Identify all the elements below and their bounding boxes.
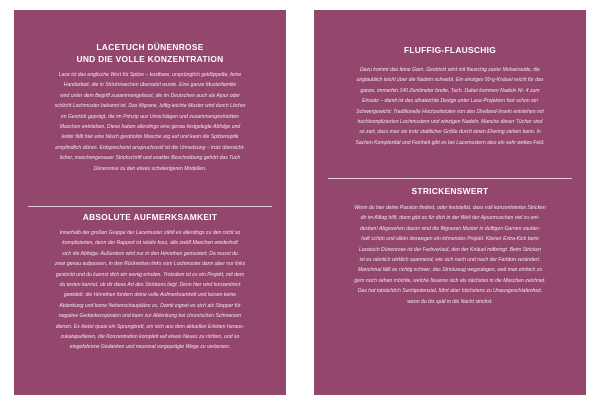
text-line: haft schön und allein deswegen ein lohnendes Projekt. Kleiner Extra-Kick beim [361, 236, 539, 243]
text-line: hochkomplizierten Lochmustern und winzigen Nadeln. Manche dieser Tücher sind [357, 119, 543, 126]
text-line: du testen kannst, ob dir diese Art des Strickens liegt. Denn hier wird konzentriert [59, 282, 241, 289]
text-line: Sachen Komplexität und Feinheit gibt es bei Lacemustern also ein sehr weites Feld. [355, 139, 545, 146]
heading-line: LACETUCH DÜNENROSE [96, 42, 204, 52]
text-line: Manchmal fällt es richtig schwer, das Strickzeug wegzulegen, weil man einfach zu [357, 267, 543, 274]
section-divider [328, 178, 572, 179]
section-divider [28, 206, 272, 207]
text-line: Maschen entstehen. Diese haben allerdings eine genau festgelegte Abfolge und [59, 124, 241, 131]
text-line: gestrickt und du kannst dich ein wenig erholen. Trotzdem ist es ein Projekt, mit dem [55, 271, 245, 278]
text-line: so zart, dass man sie trotz stattlicher Größe durch einen Ehering ziehen kann. In [359, 129, 541, 136]
text-line: ganze, immerhin 140 Zentimeter breite, Tuch. Dabei kommen Nadeln Nr. 4 zum [360, 87, 540, 94]
heading-line: ABSOLUTE AUFMERKSAMKEIT [82, 212, 218, 222]
section-body-strickenswert [320, 203, 580, 307]
text-line: Schwergewicht: Traditionelle Hochzeitstolen von den Shetland-Inseln entstehen mit [356, 108, 544, 115]
text-line: wird unter dem Begriff zusammengefasst, die im Deutschen auch als Ajour oder [60, 92, 240, 99]
text-line: Das hat tatsächlich Suchtpotenzial, führt aber höchstens zu Unausgeschlafenheit, [357, 288, 543, 295]
text-line: Innerhalb der großen Gruppe der Lacemuster zählt es allerdings zu den nicht so [59, 230, 241, 236]
section-body-fluffig [320, 65, 580, 148]
text-line: im Gestrick geprägt, die im Prinzip aus Umschlägen und zusammengestrickten [61, 113, 239, 120]
text-line: zukatapultieren, die Konzentration komplett auf etwas Neues zu richten, und so [60, 334, 240, 341]
text-line: schlicht Lochmuster bekannt ist. Das filigrane, luftig-leichte Muster wird durch Löcher [54, 103, 246, 110]
section-body-aufmerksamkeit [20, 228, 280, 353]
text-line: eingefahrene Gedanken und neuronal vorgeprägte Wege zu verlassen. [69, 344, 231, 351]
section-body-lacetuch [20, 70, 280, 174]
section-heading-strickenswert [314, 186, 586, 197]
text-line: ist es nämlich wirklich spannend, wie sich nach und nach der Farbton verändert. [359, 257, 541, 264]
text-line: Dünenrose zu den etwas schwierigeren Modellen. [93, 165, 207, 172]
text-line: negative Gedankenspiralen und kann zur Ablenkung bei chronischen Schmerzen [58, 313, 242, 320]
text-line: decken! Abgesehen davon sind die filigranen Muster in duftigen Garnen zauber- [359, 225, 541, 232]
text-line: unglaublich leicht über die Nadeln schwebt. Ein einziges 50-g-Knäuel reicht für das [356, 77, 544, 84]
text-line: licher, maschengenauer Strickschrift und exakter Beschreibung gehört das Tuch [59, 155, 241, 162]
text-line: zwar genau aufpassen, in den Rückreihen links vom Lochmuster dann aber nur links [54, 261, 246, 268]
section-heading-fluffig [314, 45, 586, 56]
heading-line: UND DIE VOLLE KONZENTRATION [76, 53, 224, 64]
text-line: komplizierten, denn der Rapport ist relativ kurz, alle zwölf Maschen wiederholt [62, 240, 238, 247]
text-line: wenn du bis spät in die Nacht strickst. [407, 298, 493, 305]
text-line: gewidelt, die Hinreihen fordern deine volle Aufmerksamkeit und lassen keine [63, 292, 237, 299]
heading-line: FLUFFIG-FLAUSCHIG [403, 45, 497, 55]
text-line: Handarbeit, die in Strickmaschen übersetzt wurde. Eine ganze Musterfamilie [63, 82, 237, 89]
section-heading-lacetuch [14, 42, 286, 65]
text-line: Dazu kommt das feine Garn. Gestrickt wird mit flauschig zarter Mohairseide, die [359, 67, 541, 73]
text-line: Lace ist das englische Wort für Spitze – kostbare, ursprünglich geklöppelte, feine [58, 72, 242, 78]
text-line: dienen. Es bietet quasi ein Sprungbrett, um sich aus dem aktuellen Erleben heraus- [55, 323, 245, 330]
text-line: dir im Alltag hilft, dann gibt es für dich in der Welt der Ajourmuschen viel zu ent- [360, 215, 540, 222]
text-line: Wenn du hier deine Passion findest, oder feststellst, dass voll konzentriertes Stricken [354, 205, 546, 211]
text-line: Einsatz – damit ist das ultraleichte Design unter Lace-Projekten fast schon ein [362, 98, 538, 105]
heading-line: STRICKENSWERT [411, 186, 489, 196]
right-page [314, 10, 586, 395]
text-line: Lacetuch Dünenrose ist der Farbverlauf, den der Knäuel mitbringt. Beim Stricken [358, 246, 542, 253]
text-line: gern noch sehen möchte, welche Nuance sich als nächstes in die Maschen zeichnet. [354, 277, 546, 284]
text-line: empfindlich stören. Entsprechend anspruchsvoll ist die Umsetzung – trotz übersicht- [55, 144, 245, 151]
text-line: sich die Abfolge. Außerdem wird nur in den Hinreihen gemustert. Da musst du [62, 250, 238, 257]
left-page [14, 10, 286, 395]
text-line: leider fällt hier eine falsch gestrickte Masche arg auf und kann die Spitzenoptik [61, 134, 239, 141]
text-line: Ablenkung und keine Nebenschauplätze zu. Damit eignet es sich als Stopper für [59, 302, 241, 309]
section-heading-aufmerksamkeit [14, 212, 286, 223]
